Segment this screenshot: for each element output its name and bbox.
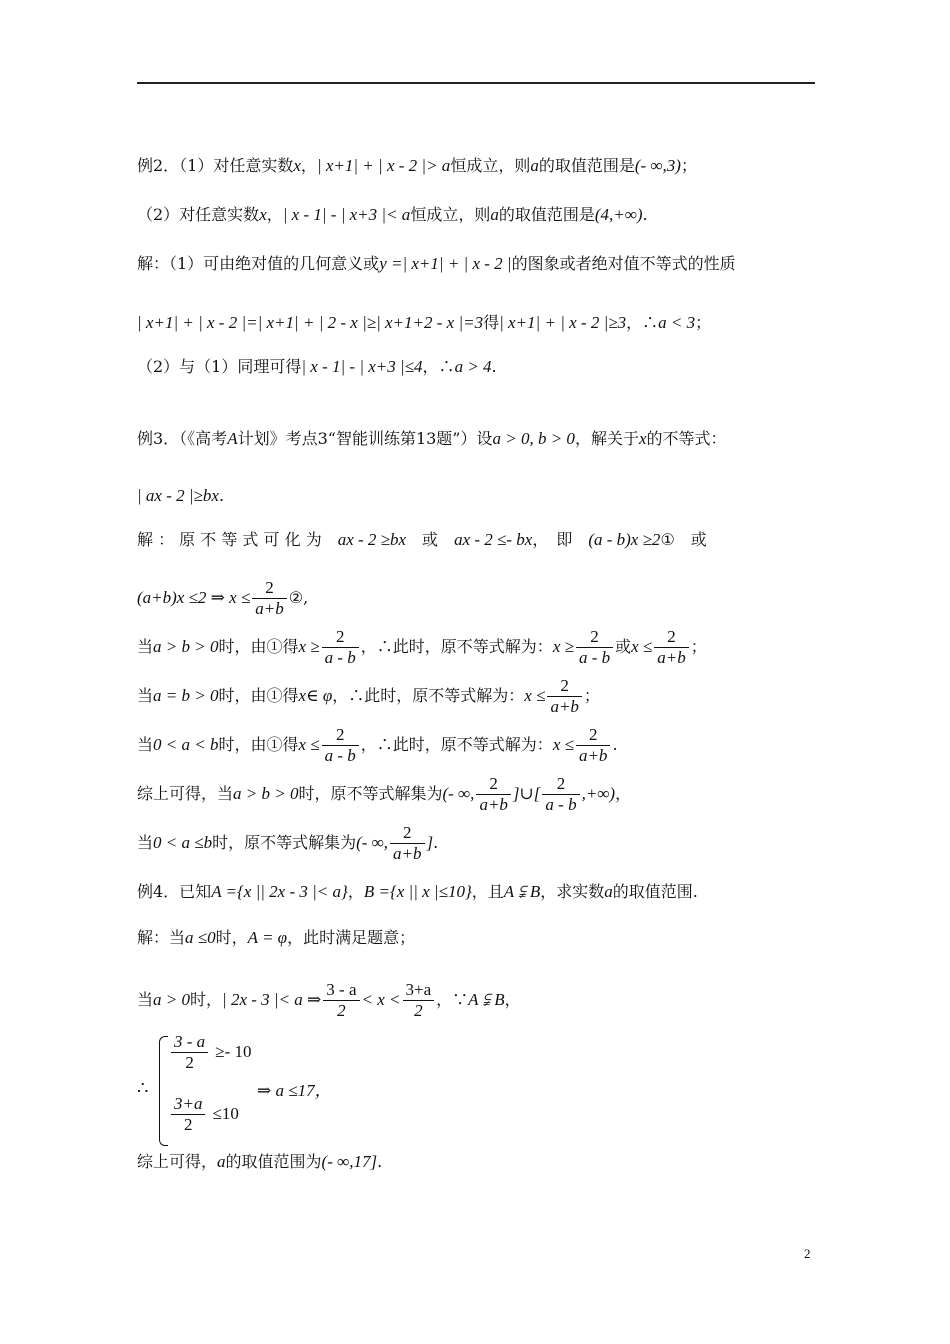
- text-segment: 例4．已知: [137, 882, 212, 901]
- math-expression: A ⫋ B: [503, 882, 541, 901]
- text-segment: 时，: [215, 928, 248, 947]
- text-segment: 时，: [190, 990, 223, 1009]
- fraction-numerator: 2: [335, 725, 345, 744]
- text-line-sol3-7: [137, 823, 817, 864]
- left-brace: [159, 1036, 168, 1146]
- system-row-2: [169, 1094, 239, 1135]
- text-segment: ，∴此时，原不等式解为：: [360, 637, 553, 656]
- math-expression: x ≤: [524, 686, 546, 705]
- math-expression: (a - b)x ≥2: [588, 530, 661, 549]
- text-segment: 当: [137, 735, 154, 754]
- fraction-denominator: a - b: [576, 647, 613, 668]
- text-segment: 当: [137, 686, 154, 705]
- math-expression: | x - 1| - | x+3 |≤4: [301, 357, 423, 376]
- text-line-sol3-6: [137, 774, 817, 815]
- text-segment: 当: [137, 990, 154, 1009]
- text-segment: 恒成立，则: [450, 156, 531, 175]
- fraction-numerator: 3 - a: [326, 980, 357, 999]
- math-expression: x: [638, 429, 647, 448]
- math-expression: a: [604, 882, 613, 901]
- text-segment: 例3．（《高考: [137, 429, 228, 448]
- math-expression: 0 < a ≤b: [153, 833, 213, 852]
- math-expression: ax - 2 ≤- bx: [454, 530, 533, 549]
- text-segment: ，此时满足题意；: [287, 928, 416, 947]
- fraction: [476, 774, 510, 815]
- text-segment: ，: [504, 990, 521, 1009]
- text-line-ex2-p1: [137, 154, 817, 178]
- math-expression: (- ∞,3): [634, 156, 681, 175]
- math-expression: x: [293, 156, 301, 175]
- math-expression: | x+1| + | x - 2 |> a: [316, 156, 451, 175]
- system-conclusion: ⇒ a ≤17，: [257, 1081, 332, 1100]
- row1-numerator: 3 - a: [174, 1032, 206, 1051]
- row2-denominator: 2: [171, 1114, 205, 1135]
- text-segment: ，: [266, 205, 283, 224]
- fraction: [654, 627, 688, 668]
- math-expression: | ax - 2 |≥bx: [137, 486, 219, 505]
- therefore-symbol: ∴: [137, 1078, 149, 1099]
- fraction: [390, 823, 424, 864]
- math-expression: A ⫋ B: [468, 990, 505, 1009]
- fraction-numerator: 2: [560, 676, 569, 695]
- text-segment: 计划》考点3“智能训练第13题”）设: [237, 429, 493, 448]
- text-segment: ，∴此时，原不等式解为：: [360, 735, 553, 754]
- inequality-system: [137, 1032, 557, 1150]
- text-line-sol2-2: [137, 311, 817, 335]
- fraction-denominator: a+b: [252, 598, 286, 619]
- text-line-sol3-3: [137, 627, 817, 668]
- fraction: [576, 627, 613, 668]
- system-row-1: [169, 1032, 252, 1073]
- text-segment: 时，由①得: [218, 686, 299, 705]
- fraction-denominator: a+b: [476, 794, 510, 815]
- math-expression: (a+b)x ≤2 ⇒ x ≤: [137, 588, 251, 607]
- text-line-sol4-2: [137, 980, 817, 1021]
- math-expression: | 2x - 3 |< a ⇒: [222, 990, 322, 1009]
- text-line-sol3-1: [137, 528, 817, 552]
- text-segment: .: [218, 486, 225, 505]
- math-expression: x ≥: [298, 637, 320, 656]
- fraction-numerator: 2: [403, 823, 412, 842]
- text-line-sol3-5: [137, 725, 817, 766]
- math-expression: y =| x+1| + | x - 2 |: [379, 254, 512, 273]
- row1-relation: ≥- 10: [215, 1042, 252, 1061]
- text-segment: 恒成立，则: [410, 205, 491, 224]
- text-segment: ；: [690, 637, 707, 656]
- math-expression: a: [217, 1152, 226, 1171]
- text-segment: 解 ： 原 不 等 式 可 化 为: [137, 530, 338, 549]
- text-line-sol4-4: [137, 1150, 817, 1174]
- math-expression: B ={x || x |≤10}: [363, 882, 472, 901]
- text-segment: 解：当: [137, 928, 186, 947]
- text-line-sol3-2: [137, 578, 817, 619]
- math-expression: 0 < a < b: [153, 735, 219, 754]
- text-segment: 时，由①得: [218, 637, 299, 656]
- fraction-denominator: a+b: [547, 696, 581, 717]
- text-segment: 的取值范围是: [538, 156, 635, 175]
- text-segment: ，∴: [626, 313, 659, 332]
- text-segment: 或: [406, 530, 455, 549]
- fraction-numerator: 2: [556, 774, 566, 793]
- math-expression: < x <: [361, 990, 401, 1009]
- math-expression: (4,+∞): [594, 205, 643, 224]
- text-segment: ① 或: [660, 530, 707, 549]
- text-segment: 的取值范围是: [498, 205, 595, 224]
- fraction-denominator: a - b: [542, 794, 579, 815]
- text-segment: ，∴: [422, 357, 455, 376]
- math-expression: a > 4: [454, 357, 492, 376]
- math-expression: a > b > 0: [153, 637, 219, 656]
- text-line-ex2-p2: [137, 203, 817, 227]
- math-expression: ax - 2 ≥bx: [337, 530, 407, 549]
- text-segment: 或: [615, 637, 632, 656]
- fraction-denominator: 2: [403, 1000, 435, 1021]
- fraction: [322, 627, 359, 668]
- fraction-numerator: 2: [667, 627, 676, 646]
- text-segment: 时，原不等式解集为: [212, 833, 357, 852]
- fraction: [542, 774, 579, 815]
- text-line-ex3-2: [137, 484, 817, 508]
- text-segment: 综上可得，: [137, 1152, 218, 1171]
- math-expression: x ≤: [298, 735, 320, 754]
- math-expression: | x+1| + | x - 2 |=| x+1| + | 2 - x |≥| x+1+2 - x |=3: [137, 313, 484, 332]
- text-line-sol4-1: [137, 926, 817, 950]
- fraction: [547, 676, 581, 717]
- text-segment: ，: [615, 784, 632, 803]
- fraction-numerator: 2: [335, 627, 345, 646]
- text-line-ex3-1: [137, 427, 817, 451]
- page-number: 2: [804, 1246, 811, 1261]
- text-segment: ，∴此时，原不等式解为：: [332, 686, 525, 705]
- text-segment: ；: [583, 686, 600, 705]
- math-expression: a: [530, 156, 539, 175]
- text-segment: ②,: [288, 588, 309, 607]
- math-expression: a ≤0: [185, 928, 216, 947]
- math-expression: | x - 1| - | x+3 |< a: [282, 205, 411, 224]
- math-expression: x∈ φ: [298, 686, 333, 705]
- math-expression: a: [490, 205, 499, 224]
- fraction-denominator: a+b: [390, 843, 424, 864]
- text-segment: 综上可得，当: [137, 784, 234, 803]
- math-expression: a < 3: [658, 313, 696, 332]
- row2-numerator: 3+a: [174, 1094, 203, 1113]
- text-line-ex4: [137, 880, 817, 904]
- row2-relation: ≤10: [212, 1104, 239, 1123]
- text-segment: ，求实数: [540, 882, 605, 901]
- fraction-numerator: 2: [590, 627, 599, 646]
- math-expression: a = b > 0: [153, 686, 219, 705]
- math-expression: x ≤: [552, 735, 574, 754]
- fraction-denominator: a - b: [322, 745, 359, 766]
- text-segment: （2）与（1）同理可得: [137, 357, 302, 376]
- text-segment: .: [433, 833, 439, 852]
- text-segment: ，解关于: [574, 429, 639, 448]
- math-expression: x ≥: [552, 637, 574, 656]
- text-segment: ，: [300, 156, 317, 175]
- text-line-sol3-4: [137, 676, 817, 717]
- fraction-numerator: 2: [588, 725, 598, 744]
- math-expression: | x+1| + | x - 2 |≥3: [499, 313, 627, 332]
- text-segment: ，∵: [436, 990, 469, 1009]
- fraction-numerator: 2: [489, 774, 498, 793]
- math-expression: A ={x || 2x - 3 |< a}: [211, 882, 348, 901]
- text-segment: （2）对任意实数: [137, 205, 260, 224]
- math-expression: a > 0, b > 0: [492, 429, 575, 448]
- text-segment: 解：（1）可由绝对值的几何意义或: [137, 254, 380, 273]
- text-segment: 的不等式：: [646, 429, 727, 448]
- fraction-denominator: a+b: [654, 647, 688, 668]
- fraction: [252, 578, 286, 619]
- text-segment: 的取值范围.: [612, 882, 698, 901]
- text-segment: 例2．（1）对任意实数: [137, 156, 294, 175]
- fraction-denominator: 2: [323, 1000, 359, 1021]
- text-segment: ， 即: [532, 530, 589, 549]
- text-segment: .: [491, 357, 497, 376]
- text-segment: ，且: [471, 882, 504, 901]
- text-segment: ；: [680, 156, 697, 175]
- math-expression: ]∪[: [512, 784, 541, 803]
- text-line-sol2-3: [137, 355, 817, 379]
- math-expression: a > b > 0: [233, 784, 299, 803]
- text-segment: .: [377, 1152, 383, 1171]
- text-segment: 时，原不等式解集为: [298, 784, 443, 803]
- math-expression: a > 0: [153, 990, 190, 1009]
- fraction-numerator: 2: [265, 578, 274, 597]
- text-segment: 得: [483, 313, 500, 332]
- math-expression: A: [227, 429, 238, 448]
- text-segment: .: [612, 735, 618, 754]
- text-segment: ；: [695, 313, 712, 332]
- text-segment: 时，由①得: [218, 735, 299, 754]
- text-segment: 当: [137, 833, 154, 852]
- row1-denominator: 2: [171, 1052, 208, 1073]
- text-segment: 的取值范围为: [225, 1152, 322, 1171]
- math-expression: (- ∞,: [356, 833, 389, 852]
- fraction: [403, 980, 435, 1021]
- fraction-denominator: a - b: [322, 647, 359, 668]
- text-segment: 的图象或者绝对值不等式的性质: [511, 254, 736, 273]
- fraction-denominator: a+b: [576, 745, 610, 766]
- math-expression: ,+∞): [581, 784, 616, 803]
- text-segment: ，: [347, 882, 364, 901]
- math-expression: x ≤: [631, 637, 653, 656]
- fraction: [323, 980, 359, 1021]
- math-expression: x: [259, 205, 267, 224]
- math-expression: ]: [426, 833, 434, 852]
- math-expression: (- ∞,17]: [321, 1152, 378, 1171]
- fraction-numerator: 3+a: [405, 980, 432, 999]
- math-expression: A = φ: [247, 928, 288, 947]
- text-line-sol2-1: [137, 252, 817, 276]
- header-rule: [137, 82, 815, 84]
- text-segment: 当: [137, 637, 154, 656]
- fraction: [322, 725, 359, 766]
- fraction: [576, 725, 610, 766]
- math-expression: (- ∞,: [442, 784, 475, 803]
- text-segment: .: [642, 205, 648, 224]
